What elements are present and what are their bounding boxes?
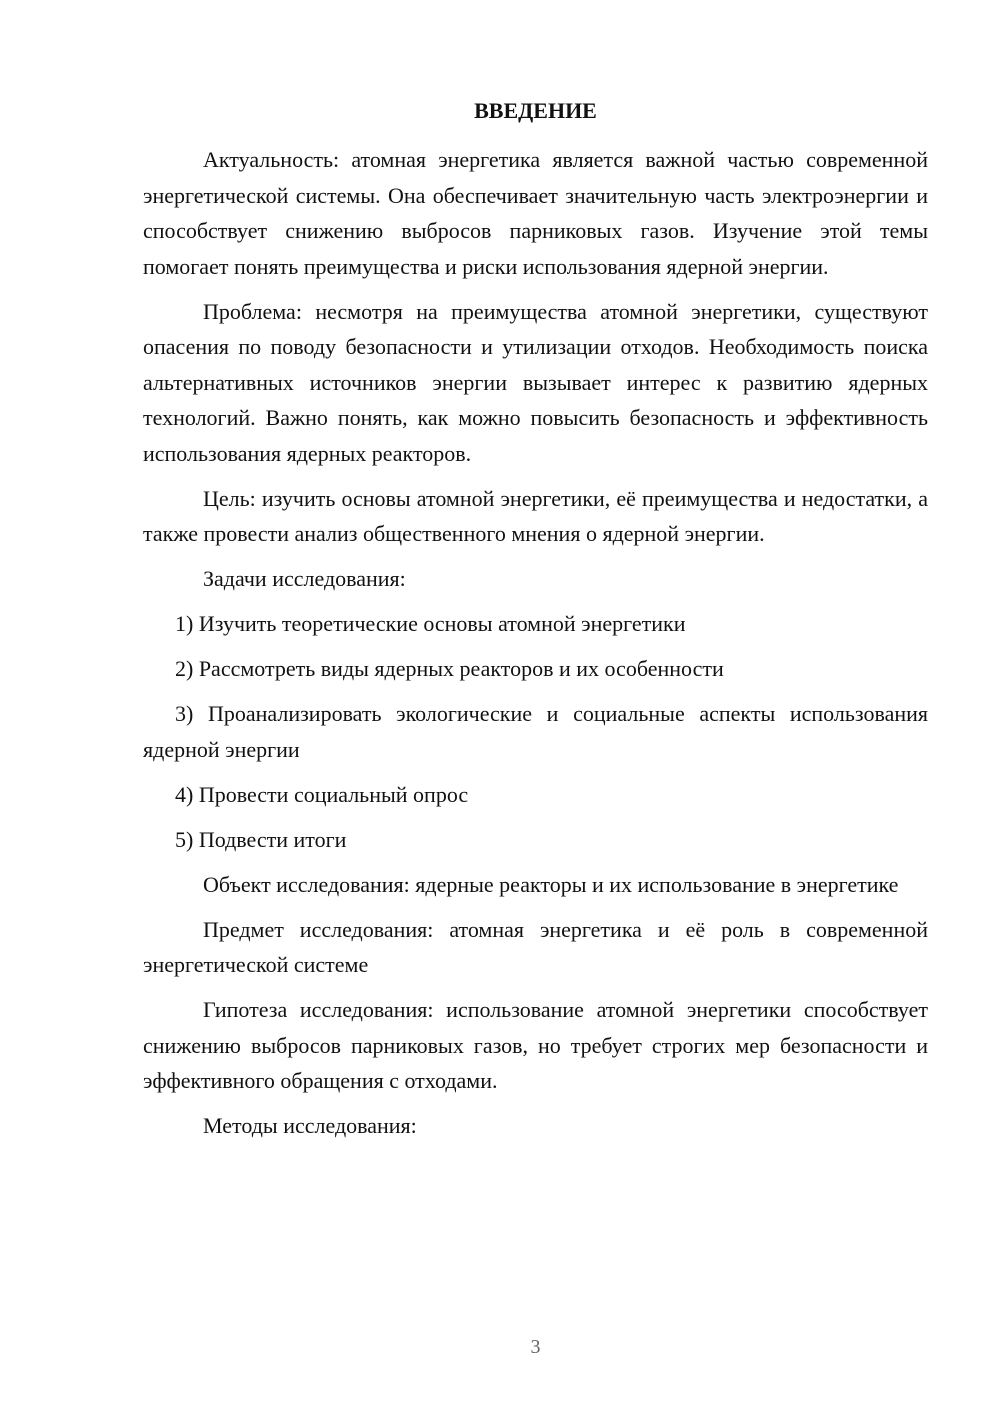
- document-page: [143, 0, 928, 1414]
- paragraph-problem: Проблема: несмотря на преимущества атомной энергетики, существуют опасения по поводу безопасности и утилизации отходов. Необходимость поиска альтернативных источников энергии вызывает интерес к развитию ядерных технологий. Важно понять, как можно повысить безопасность и эффективность использования ядерных реакторов.: [143, 298, 928, 466]
- methods-heading: Методы исследования:: [203, 1113, 417, 1138]
- tasks-heading: Задачи исследования:: [203, 566, 406, 591]
- paragraph-subject: Предмет исследования: атомная энергетика и её роль в современной энергетической системе: [143, 916, 928, 977]
- paragraph-relevance: Актуальность: атомная энергетика является важной частью современной энергетической системы. Она обеспечивает значительную часть электроэнергии и способствует снижению выбросов парниковых газов. Изучение этой темы помогает понять преимущества и риски использования ядерной энергии.: [143, 147, 928, 279]
- paragraph-hypothesis: Гипотеза исследования: использование атомной энергетики способствует снижению выбросов парниковых газов, но требует строгих мер безопасности и эффективного обращения с отходами.: [143, 997, 928, 1093]
- task-item-5: 5) Подвести итоги: [175, 826, 347, 852]
- paragraph-object: Объект исследования: ядерные реакторы и их использование в энергетике: [203, 871, 899, 897]
- section-title: ВВЕДЕНИЕ: [474, 98, 597, 123]
- task-item-2: 2) Рассмотреть виды ядерных реакторов и их особенности: [175, 656, 724, 681]
- document-body: [143, 142, 928, 1153]
- task-item-4: 4) Провести социальный опрос: [175, 781, 469, 807]
- page-number: 3: [530, 1336, 541, 1358]
- task-item-1: 1) Изучить теоретические основы атомной энергетики: [175, 611, 686, 636]
- paragraph-goal: Цель: изучить основы атомной энергетики, её преимущества и недостатки, а также провести анализ общественного мнения о ядерной энергии.: [143, 485, 928, 546]
- task-item-3: 3) Проанализировать экологические и социальные аспекты использования ядерной энергии: [143, 701, 928, 762]
